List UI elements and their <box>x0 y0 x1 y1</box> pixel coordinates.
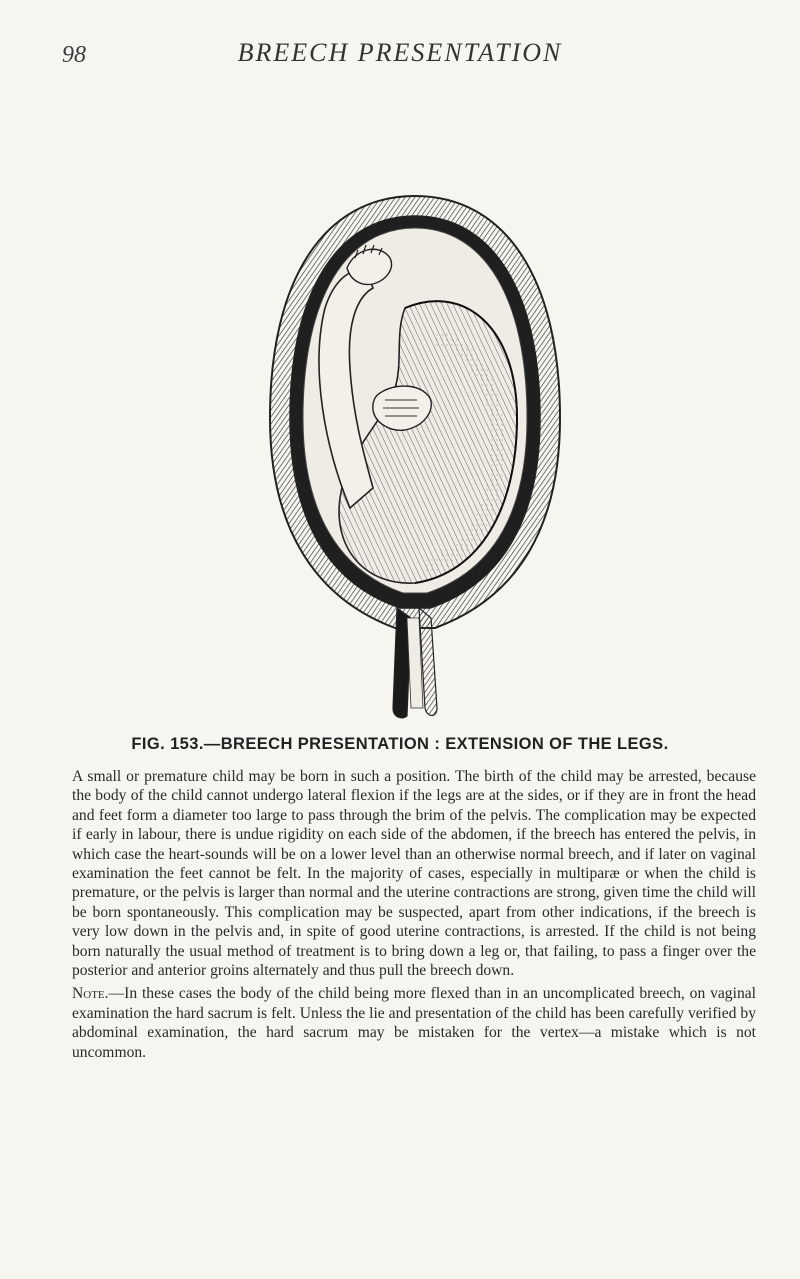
note-paragraph <box>72 984 756 1062</box>
figure-illustration <box>255 188 575 728</box>
paragraph-1: A small or premature child may be born in such a position. The birth of the child may be arrested, because the body of the child cannot undergo lateral flexion if the legs are at the sides, or if they are in front the head and feet form a diameter too large to pass through the brim of the pelvis. The complication may be expected if early in labour, there is undue rigidity on each side of the abdomen, if the breech has entered the pelvis, in which case the heart-sounds will be on a lower level than an otherwise normal breech, and if later on vaginal examination the feet cannot be felt. In the majority of cases, especially in multiparæ or when the child is premature, or the pelvis is larger than normal and the uterine contractions are strong, given time the child will be born spontaneously. This complication may be suspected, apart from other indications, if the breech is very low down in the pelvis and, in spite of good uterine contractions, is arrested. If the child is not being born naturally the usual method of treatment is to bring down a leg or, that failing, to pass a finger over the posterior and anterior groins alternately and thus pull the breech down. <box>72 768 756 980</box>
note-text: —In these cases the body of the child being more flexed than in an uncomplicated breech, on vaginal examination the hard sacrum is felt. Unless the lie and presentation of the child has been carefully verified by abdominal examination, the hard sacrum may be mistaken for the vertex—a mistake which is not uncommon. <box>72 985 756 1061</box>
figure-caption: FIG. 153.—BREECH PRESENTATION : EXTENSION OF THE LEGS. <box>131 735 669 753</box>
page-number: 98 <box>62 42 86 68</box>
running-title: BREECH PRESENTATION <box>237 38 563 67</box>
note-label: Note. <box>72 985 109 1003</box>
uterus-breech-engraving <box>255 188 575 728</box>
body-text <box>72 767 756 1062</box>
